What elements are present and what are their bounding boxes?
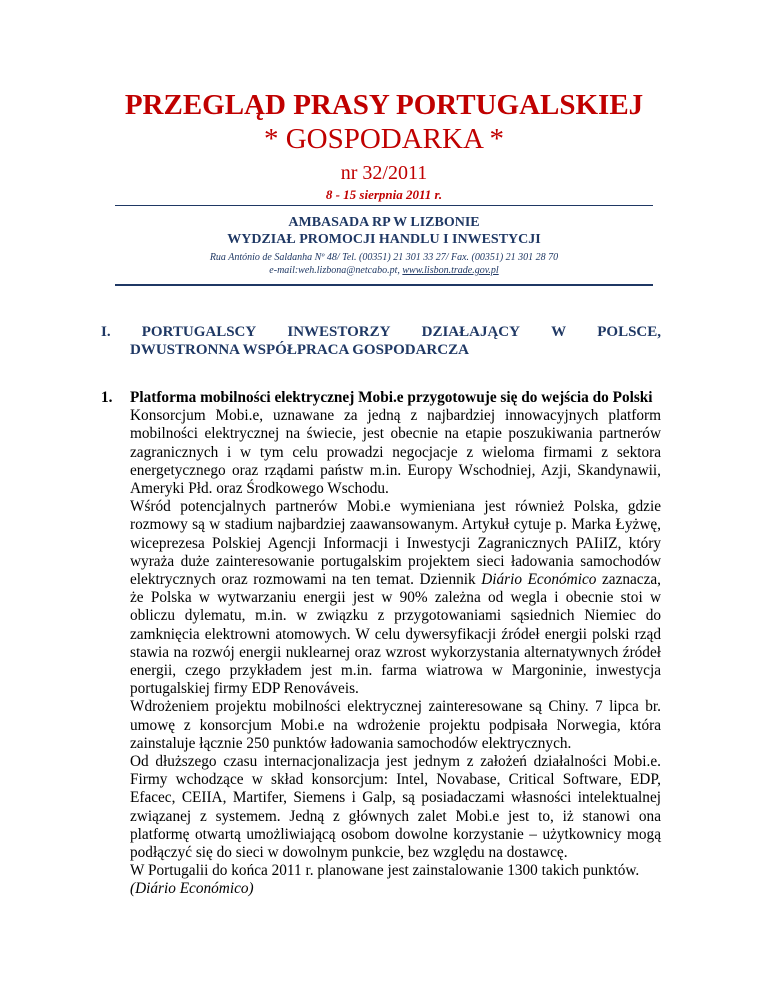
paragraph-text: Wśród potencjalnych partnerów Mobi.e wymieniana jest również Polska, gdzie rozmowy są w stadium najbardziej zaawansowanym. Artykuł cytuje p. Marka Łyżwę, wiceprezesa Polskiej Agencji Informacji i Inwestycji Zagranicznych PAIiIZ, który wyraża duże zainteresowanie portugalskim projektem sieci ładowania samochodów elektrycznych oraz rozmowami na ten temat. Dziennik bbox=[130, 498, 661, 589]
issue-dates: 8 - 15 sierpnia 2011 r. bbox=[325, 187, 443, 202]
section-word: W bbox=[551, 324, 567, 340]
contact-email[interactable]: e-mail:weh.lizbona@netcabo.pt, bbox=[269, 265, 400, 276]
organization-name: AMBASADA RP W LIZBONIE bbox=[288, 215, 480, 230]
article-number: 1. bbox=[101, 389, 113, 406]
article bbox=[101, 389, 661, 899]
article-body bbox=[130, 389, 661, 899]
article-paragraph: Od dłuższego czasu internacjonalizacja jest jednym z założeń działalności Mobi.e. Firmy wchodzące w skład konsorcjum: Intel, Novabase, Critical Software, EDP, Efacec, CEIIA, Martifer, Siemens i Galp, są posiadaczami własności intelektualnej związanej z systemem. Jedną z głównych zalet Mobi.e jest to, iż stanowi ona platformę otwartą umożliwiającą osobom dowolne korzystanie – użytkownicy mogą podłączyć się do sieci w dowolnym punkcie, bez względu na dostawcę. bbox=[130, 753, 661, 862]
page-subtitle: * GOSPODARKA * bbox=[263, 123, 505, 155]
contact-online bbox=[0, 265, 768, 277]
page-title: PRZEGLĄD PRASY PORTUGALSKIEJ bbox=[124, 89, 644, 121]
article-paragraph: Wdrożeniem projektu mobilności elektrycznej zainteresowane są Chiny. 7 lipca br. umowę z konsorcjum Mobi.e na wdrożenie projektu podpisała Norwegia, która zainstaluje łącznie 250 punktów ładowania samochodów elektrycznych. bbox=[130, 698, 661, 752]
contact-address: Rua António de Saldanha Nº 48/ Tel. (00351) 21 301 33 27/ Fax. (00351) 21 301 28 70 bbox=[209, 252, 559, 263]
article-source-text: (Diário Económico) bbox=[130, 880, 254, 898]
section-word: DZIAŁAJĄCY bbox=[421, 324, 520, 340]
section-heading bbox=[101, 323, 661, 359]
contact-website-link[interactable]: www.lisbon.trade.gov.pl bbox=[402, 265, 499, 276]
header-divider-bottom bbox=[115, 284, 653, 286]
section-heading-line2: DWUSTRONNA WSPÓŁPRACA GOSPODARCZA bbox=[130, 342, 469, 358]
issue-number: nr 32/2011 bbox=[340, 162, 428, 184]
article-paragraph bbox=[130, 498, 661, 698]
article-source bbox=[130, 880, 661, 898]
section-word: POLSCE, bbox=[597, 324, 661, 340]
article-paragraph: Konsorcjum Mobi.e, uznawane za jedną z najbardziej innowacyjnych platform mobilności elektrycznej na świecie, jest obecnie na etapie poszukiwania partnerów zagranicznych i w tym celu prowadzi negocjacje z wieloma firmami z sektora energetycznego oraz rządami państw m.in. Europy Wschodniej, Azji, Skandynawii, Ameryki Płd. oraz Środkowego Wschodu. bbox=[130, 407, 661, 498]
section-word: PORTUGALSCY bbox=[141, 324, 257, 340]
section-numeral: I. bbox=[101, 324, 111, 340]
department-name: WYDZIAŁ PROMOCJI HANDLU I INWESTYCJI bbox=[227, 232, 541, 247]
article-headline: Platforma mobilności elektrycznej Mobi.e przygotowuje się do wejścia do Polski bbox=[130, 389, 653, 406]
article-paragraph: W Portugalii do końca 2011 r. planowane jest zainstalowanie 1300 takich punktów. bbox=[130, 862, 640, 880]
header-divider-top bbox=[115, 205, 653, 206]
section-word: INWESTORZY bbox=[287, 324, 391, 340]
source-name: Diário Económico bbox=[481, 571, 597, 589]
paragraph-text: zaznacza, że Polska w wytwarzaniu energii jest w 90% zależna od wegla i obecnie stoi w obliczu dylematu, m.in. w związku z przygotowaniami sąsiednich Niemiec do zamknięcia elektrowni atomowych. W celu dywersyfikacji źródeł energii polski rząd stawia na rozwój energii nuklearnej oraz wzrost wykorzystania alternatywnych źródeł energii, czego przykładem jest m.in. farma wiatrowa w Margoninie, inwestycja portugalskiej firmy EDP Renováveis. bbox=[130, 571, 661, 698]
